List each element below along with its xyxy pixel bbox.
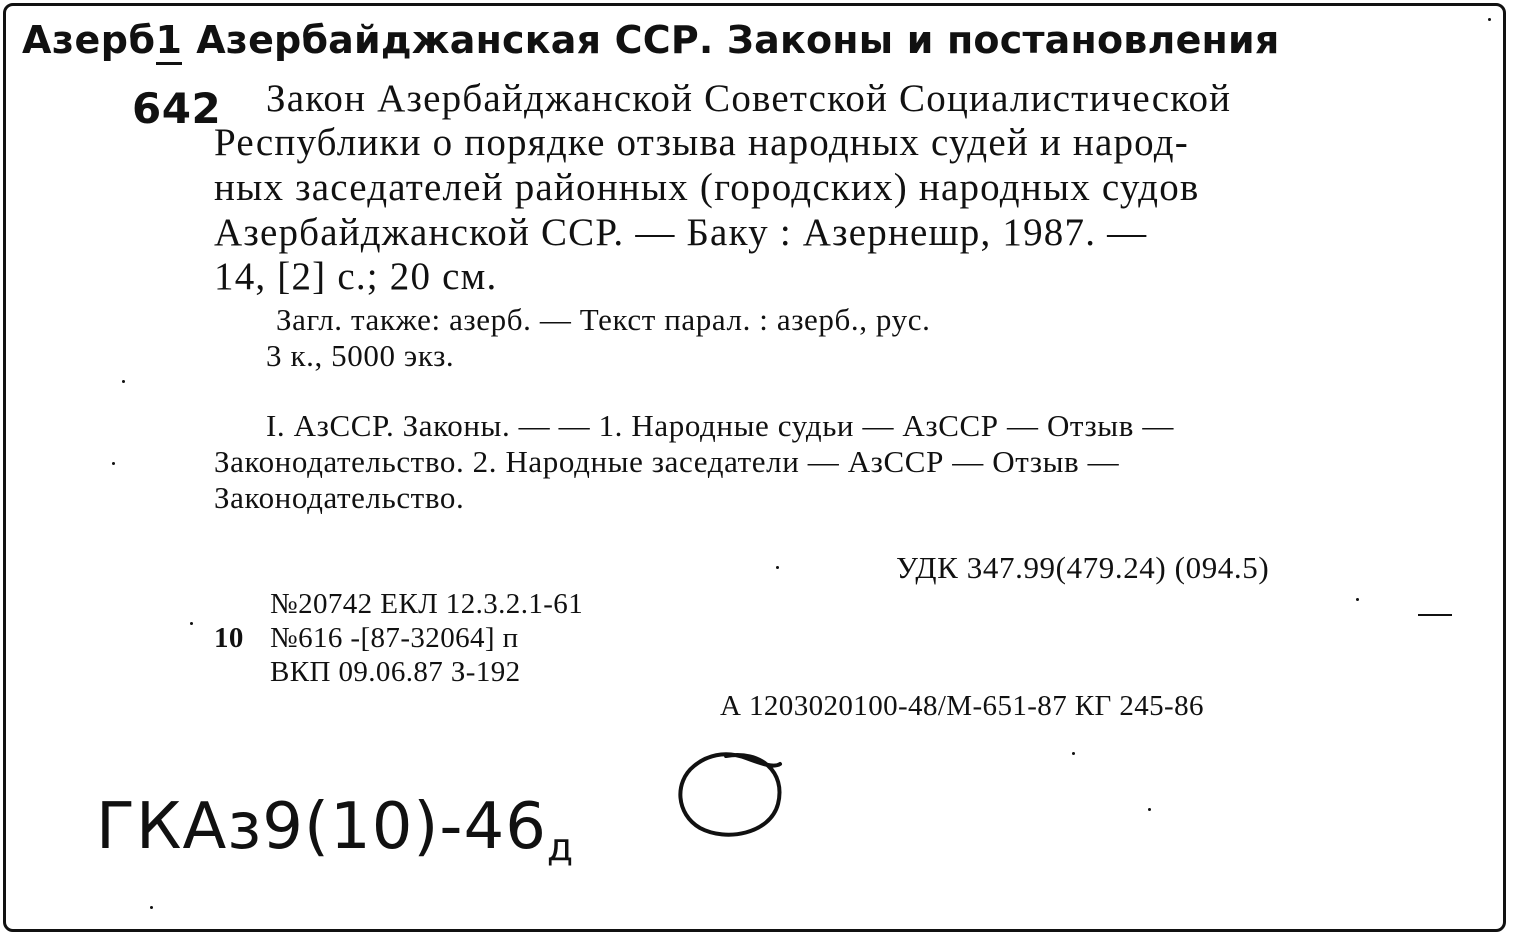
scan-speck	[1072, 752, 1075, 755]
handwritten-header-title: Азербайджанская ССР. Законы и постановления	[196, 18, 1280, 62]
card-id-line-3: ВКП 09.06.87 З-192	[270, 656, 521, 688]
scan-speck	[190, 622, 193, 625]
title-line-5: 14, [2] с.; 20 см.	[214, 255, 498, 298]
handwritten-shelf-mark	[96, 790, 574, 869]
title-line-3: ных заседателей районных (городских) народных судов	[214, 166, 1200, 209]
shelf-mark-code: ГКАз9(10)-46	[96, 790, 547, 864]
scan-speck	[1488, 18, 1491, 21]
note-line-2: 3 к., 5000 экз.	[266, 338, 455, 373]
handwritten-header	[22, 18, 1279, 62]
title-line-1: Закон Азербайджанской Советской Социалистической	[266, 77, 1232, 120]
title-line-2: Республики о порядке отзыва народных судей и народ-	[214, 121, 1189, 164]
scan-speck	[1148, 808, 1151, 811]
scan-speck	[1356, 598, 1359, 601]
bottom-code: А 1203020100-48/М-651-87 КГ 245-86	[720, 690, 1204, 722]
udk-code: УДК 347.99(479.24) (094.5)	[896, 550, 1270, 585]
scan-dash	[1418, 614, 1452, 616]
subject-line-3: Законодательство.	[214, 480, 465, 515]
card-id-prefix: 10	[214, 622, 244, 654]
handwritten-header-number: 1	[156, 18, 183, 65]
shelf-mark-suffix: д	[546, 825, 575, 869]
hand-drawn-circle	[666, 742, 796, 852]
card-id-line-2: №616 -[87-32064] п	[270, 622, 519, 654]
scan-speck	[122, 380, 125, 383]
title-line-4: Азербайджанской ССР. — Баку : Азернешр, 1987. —	[214, 211, 1148, 254]
subject-line-2: Законодательство. 2. Народные заседатели — АзССР — Отзыв —	[214, 444, 1120, 479]
scan-speck	[150, 906, 153, 909]
card-id-line-1: №20742 ЕКЛ 12.3.2.1-61	[270, 588, 584, 620]
scan-speck	[112, 462, 115, 465]
scan-speck	[776, 566, 779, 569]
handwritten-header-abbrev: Азерб	[22, 18, 156, 62]
handwritten-catalog-number: 642	[132, 84, 222, 133]
subject-line-1: I. АзССР. Законы. — — 1. Народные судьи — АзССР — Отзыв —	[266, 408, 1174, 443]
note-line-1: Загл. также: азерб. — Текст парал. : азерб., рус.	[276, 302, 931, 337]
